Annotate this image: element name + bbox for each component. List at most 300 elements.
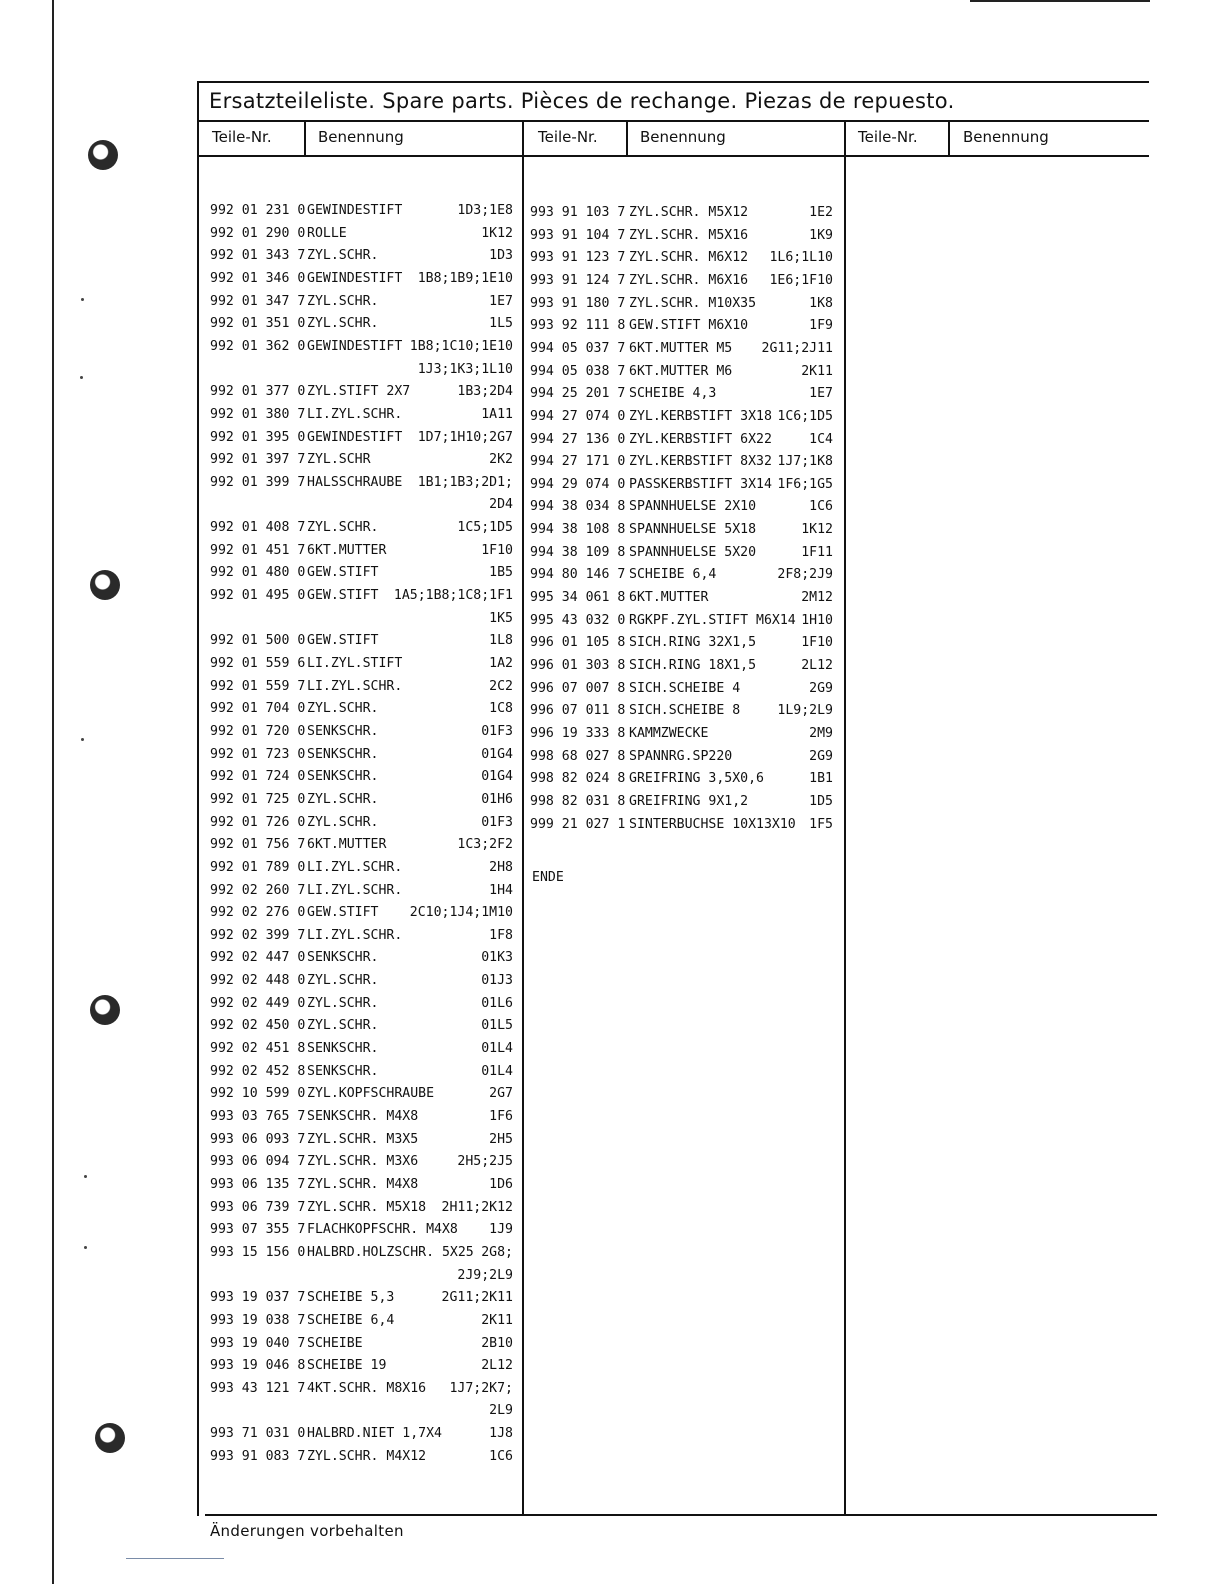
part-reference: 1H4 — [489, 882, 513, 898]
part-reference: 1J7;1K8 — [777, 454, 833, 470]
part-number: 992 01 408 7 — [210, 520, 306, 536]
part-reference: 1C8 — [489, 701, 513, 717]
part-number: 996 19 333 8 — [530, 725, 626, 741]
table-row — [210, 201, 513, 221]
part-number: 992 01 362 0 — [210, 338, 306, 354]
part-reference: 1L6;1L10 — [769, 250, 833, 266]
table-row — [210, 563, 513, 583]
part-number: 994 38 109 8 — [530, 544, 626, 560]
table-row — [210, 1243, 513, 1263]
part-reference: 01L4 — [481, 1041, 513, 1057]
part-number: 992 01 704 0 — [210, 701, 306, 717]
part-reference: 2M12 — [801, 590, 833, 606]
table-row — [210, 541, 513, 561]
part-name: ZYL.SCHR. M4X8 — [307, 1176, 419, 1192]
table-row — [210, 1288, 513, 1308]
part-reference: 1L5 — [489, 316, 513, 332]
part-reference: 2H11;2K12 — [441, 1199, 513, 1215]
part-name: GEWINDESTIFT — [307, 203, 403, 218]
part-name: ZYL.KERBSTIFT 6X22 — [629, 431, 772, 447]
table-row — [210, 586, 513, 606]
table-row — [530, 747, 833, 767]
table-row — [210, 473, 513, 493]
part-name: ZYL.SCHR. — [307, 973, 379, 989]
part-reference: 1B8;1B9;1E10 — [417, 270, 513, 286]
table-row — [530, 316, 833, 336]
part-number: 992 01 756 7 — [210, 837, 306, 853]
part-reference: 2K2 — [489, 452, 513, 468]
part-name: SICH.RING 32X1,5 — [629, 635, 757, 651]
part-reference: 01K3 — [481, 950, 513, 966]
part-number: 992 01 380 7 — [210, 406, 306, 422]
part-number: 995 34 061 8 — [530, 590, 626, 606]
scan-speck — [80, 376, 83, 379]
part-reference: 1D7;1H10;2G7 — [417, 429, 513, 445]
part-name: 4KT.SCHR. M8X16 — [307, 1380, 427, 1396]
part-reference: 1K8 — [809, 295, 833, 311]
table-row — [530, 815, 833, 835]
part-reference: 1F11 — [801, 544, 833, 560]
part-reference: 1F10 — [481, 542, 513, 558]
part-name: GEWINDESTIFT — [307, 338, 403, 354]
part-name: GEW.STIFT — [307, 905, 379, 921]
table-row — [210, 994, 513, 1014]
part-name: SCHEIBE 6,4 — [629, 567, 717, 583]
punch-hole-icon — [95, 1423, 125, 1453]
part-name: SPANNHUELSE 5X20 — [629, 544, 757, 560]
part-name: ZYL.SCHR. — [307, 520, 379, 536]
part-name: ZYL.SCHR. M3X6 — [307, 1154, 419, 1170]
part-reference: 1C4 — [809, 431, 833, 447]
table-row — [210, 1220, 513, 1240]
part-number: 992 02 399 7 — [210, 927, 306, 943]
part-reference: 2D4 — [489, 497, 513, 513]
table-row — [210, 1447, 513, 1467]
part-number: 992 01 343 7 — [210, 248, 306, 264]
part-name: PASSKERBSTIFT 3X14 — [629, 476, 772, 492]
part-number: 994 27 074 0 — [530, 408, 626, 424]
part-reference: 1C6;1D5 — [777, 408, 833, 424]
part-number: 992 01 346 0 — [210, 270, 306, 286]
table-header — [197, 120, 1149, 157]
table-row — [530, 679, 833, 699]
part-number: 993 91 123 7 — [530, 250, 626, 266]
part-number: 994 27 171 0 — [530, 454, 626, 470]
part-name: GREIFRING 9X1,2 — [629, 793, 749, 809]
part-name: ZYL.KERBSTIFT 3X18 — [629, 408, 772, 424]
part-number: 998 82 031 8 — [530, 793, 626, 809]
part-name: SICH.SCHEIBE 8 — [629, 703, 741, 719]
table-row — [530, 226, 833, 246]
part-reference: 1C6 — [489, 1448, 513, 1464]
part-reference: 2H5;2J5 — [457, 1154, 513, 1170]
part-number: 993 19 040 7 — [210, 1335, 306, 1351]
part-name: ZYL.KERBSTIFT 8X32 — [629, 454, 772, 470]
table-row — [530, 724, 833, 744]
header-part-no-2: Teile-Nr. — [538, 128, 598, 146]
table-row — [210, 337, 513, 357]
part-reference: 1F6 — [489, 1109, 513, 1124]
part-name: SENKSCHR. — [307, 723, 379, 739]
table-row — [530, 384, 833, 404]
part-reference: 2G9 — [809, 680, 833, 696]
table-row — [210, 224, 513, 244]
table-row — [530, 203, 833, 223]
table-row — [210, 677, 513, 697]
part-number: 993 92 111 8 — [530, 318, 626, 334]
part-name: RGKPF.ZYL.STIFT M6X14 — [629, 612, 796, 628]
table-row — [210, 654, 513, 674]
table-row — [530, 248, 833, 268]
table-row — [530, 271, 833, 291]
table-row — [210, 835, 513, 855]
part-reference: 1D3;1E8 — [457, 203, 513, 218]
part-reference: 1E2 — [809, 205, 833, 220]
part-number: 993 15 156 0 — [210, 1244, 306, 1260]
part-name: GEW.STIFT — [307, 565, 379, 581]
table-row — [210, 1356, 513, 1376]
part-number: 994 38 108 8 — [530, 522, 626, 538]
part-name: SCHEIBE 19 — [307, 1358, 387, 1374]
part-number: 993 43 121 7 — [210, 1380, 306, 1396]
part-name: SENKSCHR. — [307, 746, 379, 762]
part-reference: 2L12 — [801, 658, 833, 673]
part-name: ZYL.SCHR — [307, 452, 371, 468]
table-row — [530, 656, 833, 676]
part-name: ZYL.SCHR. — [307, 293, 379, 309]
part-number: 993 19 046 8 — [210, 1358, 306, 1374]
table-row — [210, 1152, 513, 1172]
table-row — [210, 450, 513, 470]
part-reference: 1L8 — [489, 633, 513, 649]
part-name: ZYL.SCHR. — [307, 316, 379, 332]
frame-left-rule — [197, 81, 199, 1516]
part-number: 993 06 094 7 — [210, 1154, 306, 1170]
table-row — [210, 609, 513, 629]
table-row — [210, 858, 513, 878]
part-name: ZYL.SCHR. M5X12 — [629, 205, 749, 220]
part-number: 992 01 347 7 — [210, 293, 306, 309]
part-name: ZYL.SCHR. — [307, 791, 379, 807]
part-name: SENKSCHR. — [307, 1063, 379, 1079]
table-row — [530, 430, 833, 450]
part-number: 996 07 011 8 — [530, 703, 626, 719]
part-name: ZYL.SCHR. — [307, 814, 379, 830]
part-reference: 1D6 — [489, 1176, 513, 1192]
part-reference: 1J9 — [489, 1222, 513, 1238]
table-row — [210, 382, 513, 402]
part-number: 994 29 074 0 — [530, 476, 626, 492]
table-row — [210, 790, 513, 810]
part-name: ZYL.SCHR. M3X5 — [307, 1131, 419, 1147]
part-name: SINTERBUCHSE 10X13X10 — [629, 816, 796, 832]
scan-speck — [81, 738, 84, 741]
part-name: ZYL.STIFT 2X7 — [307, 384, 411, 400]
table-row — [530, 362, 833, 382]
part-name: SCHEIBE 4,3 — [629, 386, 717, 402]
table-row — [530, 565, 833, 585]
part-number: 994 80 146 7 — [530, 567, 626, 583]
part-name: ZYL.SCHR. — [307, 995, 379, 1011]
part-name: ZYL.SCHR. M6X16 — [629, 272, 749, 288]
table-row — [210, 269, 513, 289]
column-divider — [844, 155, 846, 1516]
table-row — [530, 497, 833, 517]
part-name: HALBRD.NIET 1,7X4 — [307, 1426, 442, 1442]
part-name: ZYL.SCHR. M6X12 — [629, 250, 749, 266]
part-reference: 1K5 — [489, 610, 513, 626]
part-number: 992 01 231 0 — [210, 203, 306, 218]
table-row — [530, 701, 833, 721]
part-number: 992 01 351 0 — [210, 316, 306, 332]
table-row — [210, 428, 513, 448]
part-name: ROLLE — [307, 225, 347, 241]
part-reference: 2H8 — [489, 859, 513, 875]
part-reference: 01G4 — [481, 769, 513, 785]
table-row — [210, 745, 513, 765]
table-row — [210, 1084, 513, 1104]
part-reference: 2B10 — [481, 1335, 513, 1351]
part-name: SICH.RING 18X1,5 — [629, 658, 757, 673]
part-reference: 1A2 — [489, 656, 513, 671]
part-number: 993 03 765 7 — [210, 1109, 306, 1124]
part-number: 992 01 377 0 — [210, 384, 306, 400]
part-reference: 1K9 — [809, 227, 833, 243]
part-number: 992 01 789 0 — [210, 859, 306, 875]
part-reference: 1F6;1G5 — [777, 476, 833, 492]
part-name: 6KT.MUTTER — [629, 590, 709, 606]
part-name: GEWINDESTIFT — [307, 429, 403, 445]
scan-speck — [81, 298, 84, 301]
part-name: 6KT.MUTTER — [307, 542, 387, 558]
part-reference: 1A5;1B8;1C8;1F1 — [393, 588, 513, 604]
table-row — [210, 1266, 513, 1286]
part-number: 993 91 124 7 — [530, 272, 626, 288]
part-reference: 1F9 — [809, 318, 833, 334]
part-reference: 01F3 — [481, 814, 513, 830]
header-divider — [522, 122, 524, 155]
part-number: 992 01 720 0 — [210, 723, 306, 739]
part-number: 993 71 031 0 — [210, 1426, 306, 1442]
part-number: 992 01 724 0 — [210, 769, 306, 785]
scan-speck — [84, 1246, 87, 1249]
table-row — [210, 903, 513, 923]
table-row — [530, 633, 833, 653]
table-row — [530, 475, 833, 495]
part-name: SCHEIBE — [307, 1335, 363, 1351]
part-name: ZYL.SCHR. — [307, 248, 379, 264]
table-row — [210, 405, 513, 425]
part-number: 992 02 450 0 — [210, 1018, 306, 1034]
part-name: LI.ZYL.SCHR. — [307, 882, 403, 898]
footer-note: Änderungen vorbehalten — [210, 1522, 404, 1540]
part-reference: 2L12 — [481, 1358, 513, 1374]
table-row — [210, 699, 513, 719]
end-marker: ENDE — [532, 870, 564, 885]
table-row — [210, 1130, 513, 1150]
part-reference: 1H10 — [801, 612, 833, 628]
part-number: 993 91 083 7 — [210, 1448, 306, 1464]
part-number: 993 06 739 7 — [210, 1199, 306, 1215]
table-row — [210, 971, 513, 991]
part-reference: 1A11 — [481, 406, 513, 422]
part-name: GEWINDESTIFT — [307, 270, 403, 286]
column-divider — [522, 155, 524, 1516]
table-row — [210, 1175, 513, 1195]
part-reference: 1E7 — [489, 293, 513, 309]
part-reference: 2F8;2J9 — [777, 567, 833, 583]
part-name: LI.ZYL.SCHR. — [307, 859, 403, 875]
part-reference: 01L5 — [481, 1018, 513, 1034]
table-row — [530, 543, 833, 563]
header-name-1: Benennung — [318, 128, 404, 146]
part-reference: 1J8 — [489, 1426, 513, 1442]
table-row — [530, 588, 833, 608]
table-row — [210, 1379, 513, 1399]
part-number: 992 01 559 6 — [210, 656, 306, 671]
part-reference: 1C6 — [809, 499, 833, 515]
punch-hole-icon — [88, 140, 118, 170]
table-row — [210, 495, 513, 515]
part-number: 992 01 290 0 — [210, 225, 306, 241]
part-number: 992 01 451 7 — [210, 542, 306, 558]
part-reference: 1F8 — [489, 927, 513, 943]
table-row — [210, 1107, 513, 1127]
part-name: LI.ZYL.SCHR. — [307, 678, 403, 694]
part-reference: 1B3;2D4 — [457, 384, 513, 400]
part-reference: 2K11 — [801, 363, 833, 379]
part-reference: 1C3;2F2 — [457, 837, 513, 853]
punch-hole-icon — [90, 570, 120, 600]
part-reference: 01H6 — [481, 791, 513, 807]
part-name: SICH.SCHEIBE 4 — [629, 680, 741, 696]
part-number: 992 01 725 0 — [210, 791, 306, 807]
part-number: 994 05 037 7 — [530, 340, 626, 356]
part-reference: 01L6 — [481, 995, 513, 1011]
part-name: HALBRD.HOLZSCHR. 5X25 — [307, 1244, 474, 1260]
table-row — [210, 813, 513, 833]
table-row — [210, 1062, 513, 1082]
part-number: 992 02 449 0 — [210, 995, 306, 1011]
frame-bottom-rule — [205, 1514, 1157, 1516]
table-row — [530, 611, 833, 631]
frame-top-rule — [197, 81, 1149, 83]
top-edge-line — [970, 0, 1150, 2]
part-name: GEW.STIFT — [307, 633, 379, 649]
part-name: ZYL.SCHR. M4X12 — [307, 1448, 427, 1464]
table-row — [210, 1198, 513, 1218]
part-reference: 1B1 — [809, 771, 833, 787]
part-reference: 1J3;1K3;1L10 — [417, 361, 513, 377]
table-row — [210, 722, 513, 742]
part-number: 992 01 397 7 — [210, 452, 306, 468]
header-part-no-3: Teile-Nr. — [858, 128, 918, 146]
part-reference: 1B8;1C10;1E10 — [409, 338, 513, 354]
part-reference: 1C5;1D5 — [457, 520, 513, 536]
part-reference: 1F10 — [801, 635, 833, 651]
part-name: HALSSCHRAUBE — [307, 474, 403, 490]
part-number: 992 01 495 0 — [210, 588, 306, 604]
part-reference: 2C2 — [489, 678, 513, 694]
part-name: ZYL.SCHR. — [307, 1018, 379, 1034]
part-reference: 1D5 — [809, 793, 833, 809]
punch-hole-icon — [90, 995, 120, 1025]
part-number: 994 38 034 8 — [530, 499, 626, 515]
part-number: 992 02 276 0 — [210, 905, 306, 921]
table-row — [530, 769, 833, 789]
header-name-2: Benennung — [640, 128, 726, 146]
part-name: SENKSCHR. — [307, 769, 379, 785]
part-number: 995 43 032 0 — [530, 612, 626, 628]
page-title: Ersatzteileliste. Spare parts. Pièces de rechange. Piezas de repuesto. — [209, 89, 955, 113]
part-number: 992 01 559 7 — [210, 678, 306, 694]
part-reference: 2G11;2J11 — [761, 340, 833, 356]
part-reference: 1L9;2L9 — [777, 703, 833, 719]
part-name: LI.ZYL.STIFT — [307, 656, 403, 671]
part-reference: 1F5 — [809, 816, 833, 832]
part-number: 993 07 355 7 — [210, 1222, 306, 1238]
part-number: 993 19 037 7 — [210, 1290, 306, 1306]
part-name: LI.ZYL.SCHR. — [307, 927, 403, 943]
table-row — [530, 520, 833, 540]
part-number: 993 19 038 7 — [210, 1312, 306, 1328]
part-reference: 01L4 — [481, 1063, 513, 1079]
table-row — [210, 1334, 513, 1354]
part-number: 992 02 452 8 — [210, 1063, 306, 1079]
table-row — [210, 1424, 513, 1444]
part-number: 992 01 726 0 — [210, 814, 306, 830]
part-reference: 1B5 — [489, 565, 513, 581]
scan-speck — [84, 1175, 87, 1178]
table-row — [210, 292, 513, 312]
header-name-3: Benennung — [963, 128, 1049, 146]
part-reference: 01F3 — [481, 723, 513, 739]
part-name: ZYL.KOPFSCHRAUBE — [307, 1086, 435, 1102]
table-row — [210, 881, 513, 901]
part-number: 992 02 260 7 — [210, 882, 306, 898]
header-divider — [304, 122, 306, 155]
part-number: 992 01 399 7 — [210, 474, 306, 490]
part-number: 993 06 093 7 — [210, 1131, 306, 1147]
table-row — [210, 1016, 513, 1036]
part-number: 998 82 024 8 — [530, 771, 626, 787]
part-reference: 2G8; — [481, 1244, 513, 1260]
table-row — [530, 407, 833, 427]
part-reference: 01J3 — [481, 973, 513, 989]
part-name: SCHEIBE 6,4 — [307, 1312, 395, 1328]
part-reference: 1K12 — [801, 522, 833, 538]
header-divider — [844, 122, 846, 155]
table-row — [210, 1311, 513, 1331]
table-row — [530, 452, 833, 472]
part-reference: 2G9 — [809, 748, 833, 764]
part-number: 992 01 395 0 — [210, 429, 306, 445]
part-number: 993 91 104 7 — [530, 227, 626, 243]
part-name: ZYL.SCHR. M10X35 — [629, 295, 757, 311]
part-name: SCHEIBE 5,3 — [307, 1290, 395, 1306]
table-row — [530, 792, 833, 812]
part-reference: 2G7 — [489, 1086, 513, 1102]
part-reference: 2G11;2K11 — [441, 1290, 513, 1306]
part-reference: 1D3 — [489, 248, 513, 264]
header-divider — [948, 122, 950, 155]
part-number: 996 01 303 8 — [530, 658, 626, 673]
part-name: GEW.STIFT — [307, 588, 379, 604]
part-reference: 2H5 — [489, 1131, 513, 1147]
binder-margin-line — [52, 0, 54, 1584]
part-reference: 1J7;2K7; — [449, 1380, 513, 1396]
part-name: LI.ZYL.SCHR. — [307, 406, 403, 422]
